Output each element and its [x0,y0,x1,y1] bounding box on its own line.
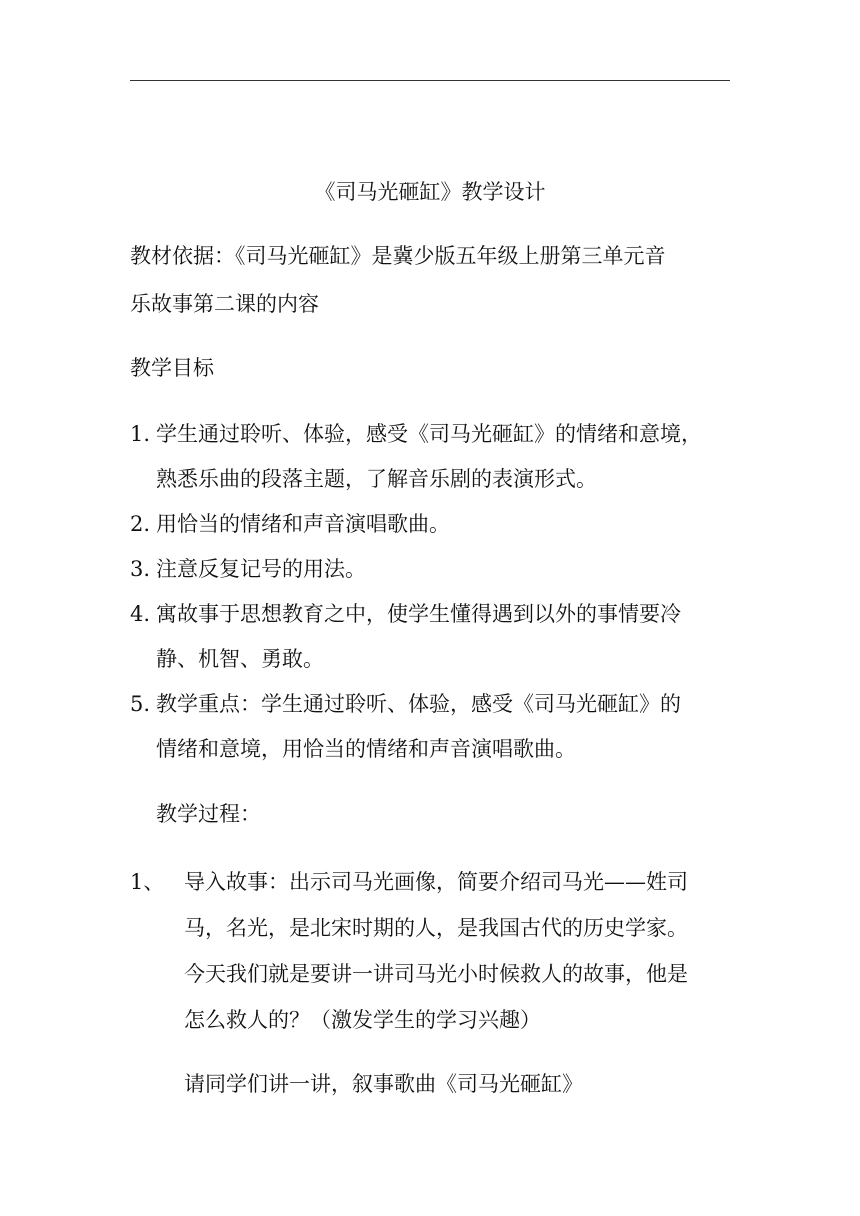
process-step-text: 今天我们就是要讲一讲司马光小时候救人的故事，他是 [184,962,688,986]
header-rule [130,80,730,81]
basis-line-2: 乐故事第二课的内容 [130,292,319,316]
objective-text: 用恰当的情绪和声音演唱歌曲。 [156,512,450,536]
objective-text: 学生通过聆听、体验，感受《司马光砸缸》的情绪和意境， [156,422,702,446]
process-step-text: 怎么救人的？（激发学生的学习兴趣） [184,1008,541,1032]
objective-text: 教学重点：学生通过聆听、体验，感受《司马光砸缸》的 [156,692,681,716]
process-heading: 教学过程： [156,802,261,826]
objective-number: 3. [130,557,151,581]
process-step-text: 导入故事：出示司马光画像，简要介绍司马光——姓司 [184,870,688,894]
objective-text: 注意反复记号的用法。 [156,557,366,581]
objective-text: 静、机智、勇敢。 [156,647,324,671]
objective-number: 2. [130,512,151,536]
objective-number: 4. [130,602,151,626]
objective-text: 寓故事于思想教育之中，使学生懂得遇到以外的事情要冷 [156,602,681,626]
objective-text: 熟悉乐曲的段落主题，了解音乐剧的表演形式。 [156,467,597,491]
closing-paragraph: 请同学们讲一讲，叙事歌曲《司马光砸缸》 [184,1072,583,1096]
objective-text: 情绪和意境，用恰当的情绪和声音演唱歌曲。 [156,737,576,761]
document-title: 《司马光砸缸》教学设计 [314,180,546,204]
objective-number: 1. [130,422,151,446]
objective-number: 5. [130,692,151,716]
process-step-number: 1、 [130,870,165,894]
process-step-text: 马，名光，是北宋时期的人，是我国古代的历史学家。 [184,916,688,940]
objectives-heading: 教学目标 [130,356,214,380]
basis-line-1: 教材依据：《司马光砸缸》是冀少版五年级上册第三单元音 [130,244,666,268]
